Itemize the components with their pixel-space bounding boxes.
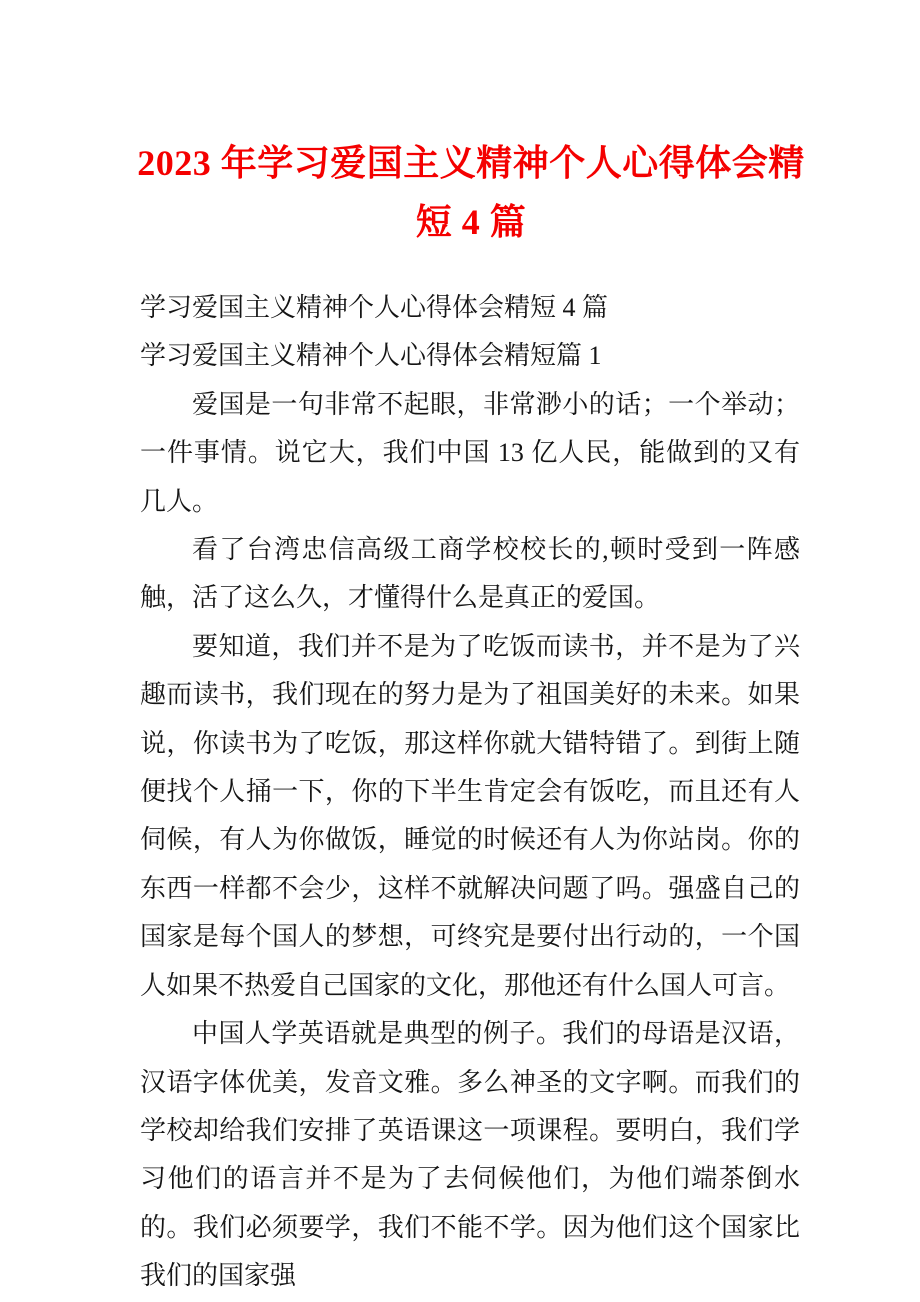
paragraph: 中国人学英语就是典型的例子。我们的母语是汉语，汉语字体优美，发音文雅。多么神圣的文字啊。而我们的学校却给我们安排了英语课这一项课程。要明白，我们学习他们的语言并不是为了去伺候他们，为他们端茶倒水的。我们必须要学，我们不能不学。因为他们这个国家比我们的国家强 bbox=[140, 1019, 800, 1291]
paragraph: 爱国是一句非常不起眼，非常渺小的话；一个举动；一件事情。说它大，我们中国 13 亿人民，能做到的又有几人。 bbox=[140, 389, 800, 516]
paragraph: 学习爱国主义精神个人心得体会精短篇 1 bbox=[140, 341, 602, 371]
paragraph: 看了台湾忠信高级工商学校校长的,顿时受到一阵感触，活了这么久，才懂得什么是真正的爱国。 bbox=[140, 535, 800, 613]
document-title: 2023 年学习爱国主义精神个人心得体会精短 4 篇 bbox=[137, 143, 805, 242]
paragraph: 学习爱国主义精神个人心得体会精短 4 篇 bbox=[140, 293, 609, 322]
document-body bbox=[140, 284, 800, 1301]
paragraph: 要知道，我们并不是为了吃饭而读书，并不是为了兴趣而读书，我们现在的努力是为了祖国美好的未来。如果说，你读书为了吃饭，那这样你就大错特错了。到街上随便找个人捅一下，你的下半生肯定会有饭吃，而且还有人伺候，有人为你做饭，睡觉的时候还有人为你站岗。你的东西一样都不会少，这样不就解决问题了吗。强盛自己的国家是每个国人的梦想，可终究是要付出行动的，一个国人如果不热爱自己国家的文化，那他还有什么国人可言。 bbox=[140, 631, 800, 1000]
